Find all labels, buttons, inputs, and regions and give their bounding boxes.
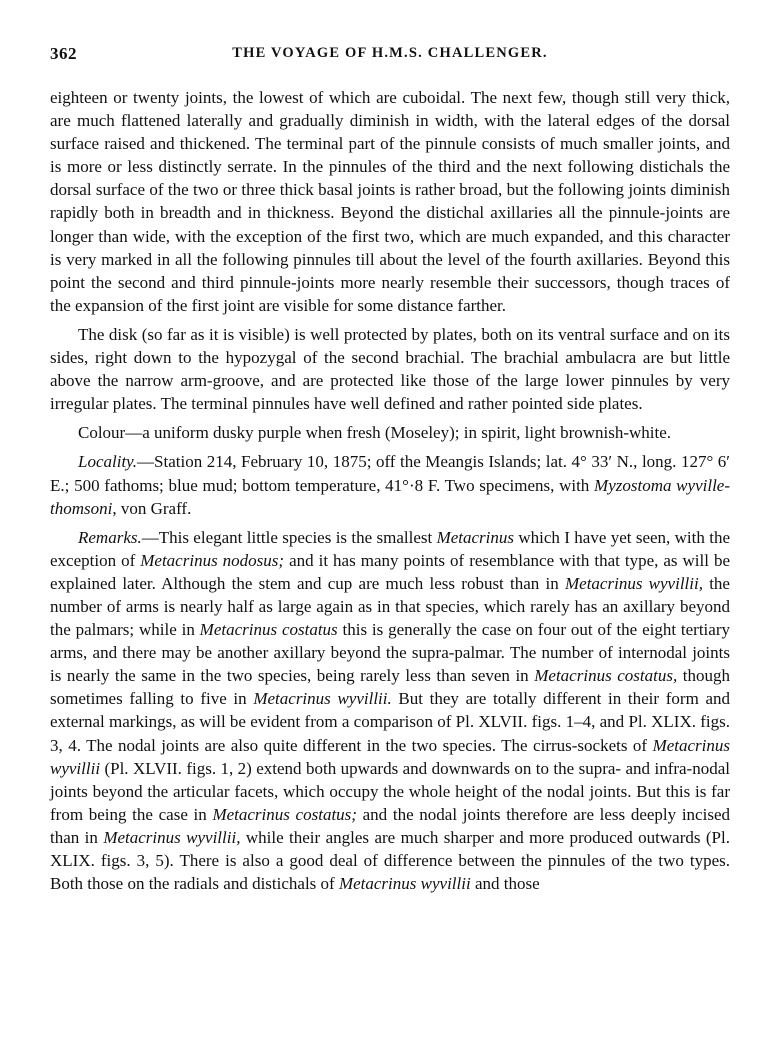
italic-text: Metacrinus wyvillii. <box>253 689 392 709</box>
paragraph <box>50 526 730 896</box>
text-run: eighteen or twenty joints, the lowest of which are cuboidal. The next few, though still very thick, are much flattened laterally and gradually diminish in width, with the lateral edges of the dorsal surface raised and thickened. The terminal part of the pinnule consists of much smaller joints, and is more or less distinctly serrate. In the pinnules of the third and the next following distichals the dorsal surface of the two or three thick basal joints is rather broad, but the following joints diminish rapidly both in breadth and in thickness. Beyond the distichal axillaries all the pinnule-joints are longer than wide, with the exception of the first two, which are much expanded, and this character is very marked in all the following pinnules till about the level of the fourth axillaries. Beyond this point the second and third pinnule-joints more nearly resemble their successors, though traces of the expansion of the first joint are visible for some distance farther. <box>50 88 730 315</box>
italic-text: Metacrinus wyvillii, <box>565 573 703 593</box>
text-run: and the nodal joints therefore are less deeply incised than in <box>50 804 730 847</box>
italic-text: Metacrinus <box>436 527 515 547</box>
italic-text: Myzostoma wyville-thomsoni <box>50 475 730 518</box>
text-run: the number of arms is nearly half as large again as in that species, which rarely has an axillary beyond the palmars; while in <box>50 573 730 640</box>
text-run: though sometimes falling to five in <box>50 666 730 709</box>
text-run: , von Graff. <box>112 498 192 518</box>
running-title: THE VOYAGE OF H.M.S. CHALLENGER. <box>232 45 548 61</box>
text-run: (Pl. XLVII. figs. 1, 2) extend both upwards and downwards on to the supra- and infra-nodal joints beyond the articular facets, which occupy the whole height of the nodal joints. But this is far from being the case in <box>50 758 730 824</box>
italic-text: Metacrinus wyvillii <box>50 735 730 778</box>
text-run: Colour—a uniform dusky purple when fresh (Moseley); in spirit, light brownish-white. <box>78 423 672 443</box>
text-run: But they are totally different in their form and external markings, as will be evident from a comparison of Pl. XLVII. figs. 1–4, and Pl. XLIX. figs. 3, 4. The nodal joints are also quite different in the two species. The cirrus-sockets of <box>50 689 731 755</box>
text-run: this is generally the case on four out of the eight tertiary arms, and there may be another axillary beyond the supra-palmar. The number of internodal joints is nearly the same in the two species, being rarely less than seven in <box>50 620 730 686</box>
italic-text: Metacrinus wyvillii <box>338 874 471 894</box>
text-run: which I have yet seen, with the exception of <box>50 527 730 570</box>
text-run: and it has many points of resemblance with that type, as will be explained later. Although the stem and cup are much less robust than in <box>50 550 731 593</box>
italic-text: Metacrinus wyvillii, <box>103 827 241 847</box>
paragraph <box>50 86 730 317</box>
running-head <box>50 44 730 66</box>
paragraph <box>50 450 730 519</box>
italic-text: Metacrinus costatus <box>199 620 338 640</box>
text-run: while their angles are much sharper and more produced outwards (Pl. XLIX. figs. 3, 5). There is also a good deal of difference between the pinnules of the two types. Both those on the radials and distichals of <box>50 827 730 894</box>
italic-text: Metacrinus costatus; <box>212 804 357 824</box>
italic-text: Remarks. <box>78 527 142 547</box>
italic-text: Metacrinus costatus, <box>534 666 678 686</box>
text-run: —This elegant little species is the smallest <box>141 527 437 547</box>
text-run: —Station 214, February 10, 1875; off the Meangis Islands; lat. 4° 33′ N., long. 127° 6′ E.; 500 fathoms; blue mud; bottom temperature, 41°·8 F. Two specimens, with <box>50 452 730 495</box>
text-run: and those <box>470 874 540 894</box>
paragraph <box>50 421 730 444</box>
italic-text: Metacrinus nodosus; <box>140 550 285 570</box>
paragraph <box>50 323 730 415</box>
page-number: 362 <box>50 44 77 63</box>
italic-text: Locality. <box>78 452 138 472</box>
body-text <box>50 86 730 895</box>
text-run: The disk (so far as it is visible) is well protected by plates, both on its ventral surface and on its sides, right down to the hypozygal of the second brachial. The brachial ambulacra are but little above the narrow arm-groove, and are protected like those of the large lower pinnules by very irregular plates. The terminal pinnules have well defined and rather pointed side plates. <box>50 324 730 414</box>
